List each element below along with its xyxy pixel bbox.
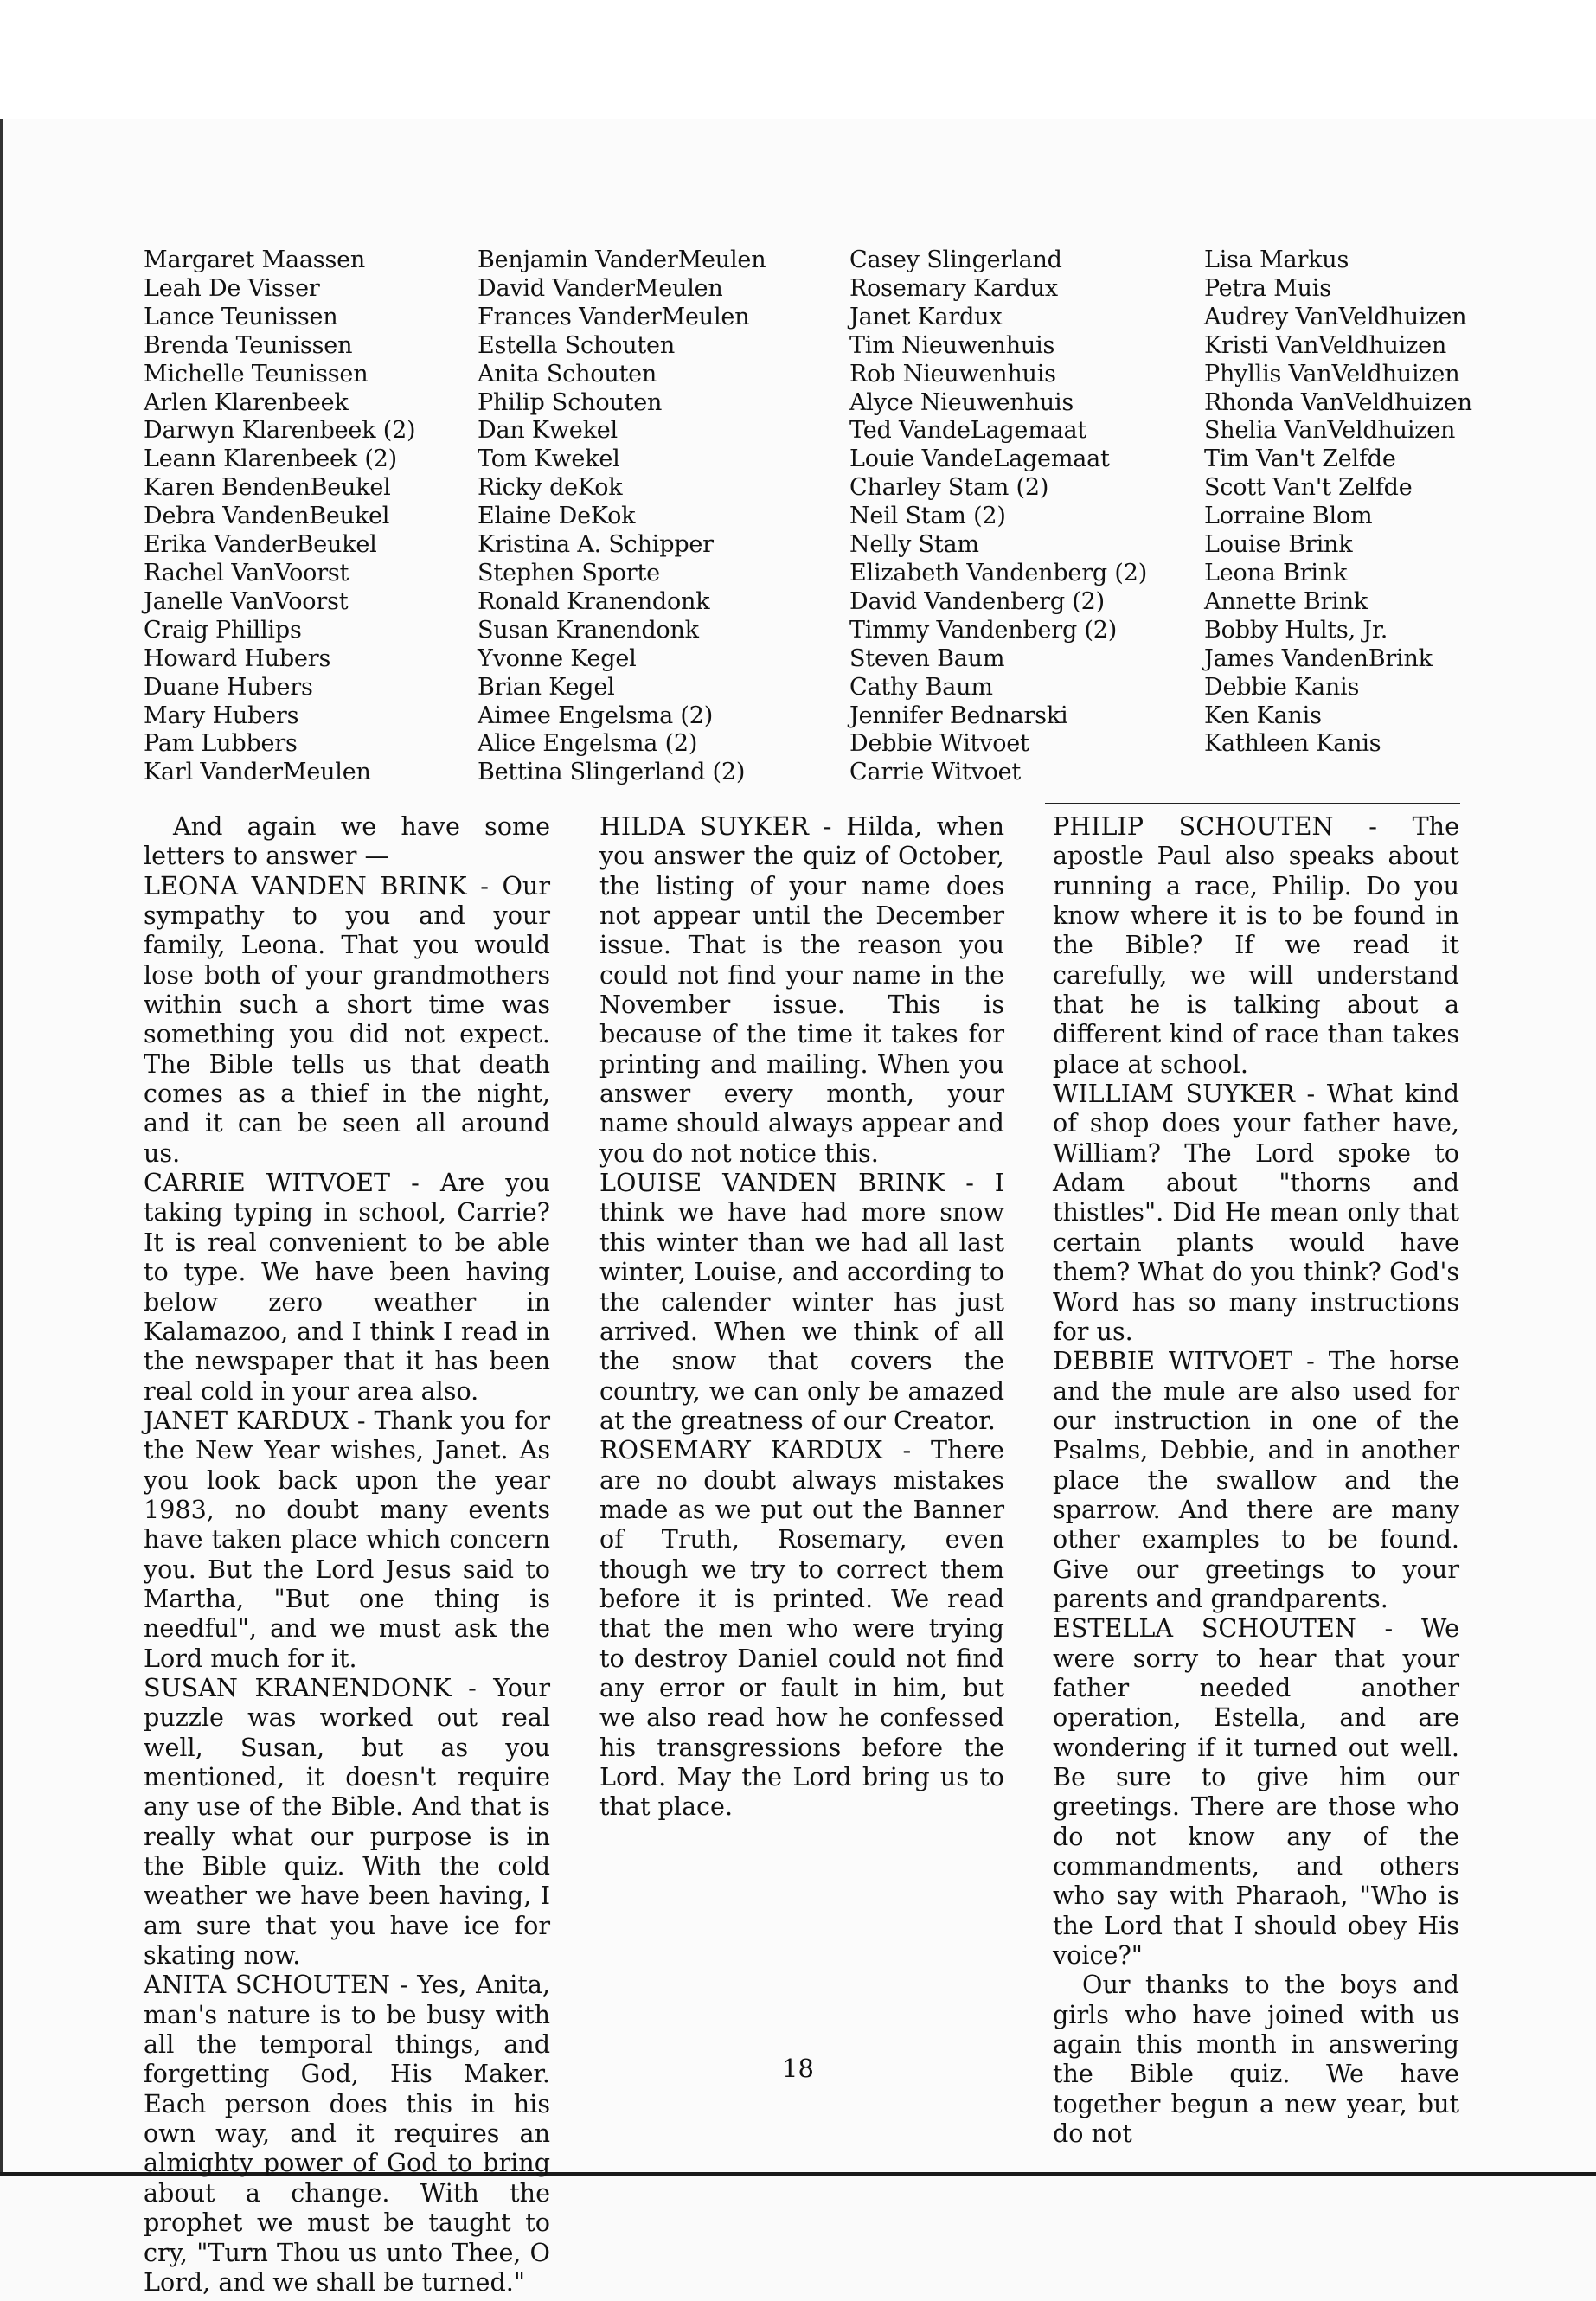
participant-name: Leann Klarenbeek (2) [144, 445, 397, 473]
participant-name: Rhonda VanVeldhuizen [1204, 388, 1472, 416]
participant-name: Phyllis VanVeldhuizen [1204, 360, 1460, 388]
letter-rosemary: ROSEMARY KARDUX - There are no doubt always mistakes made as we put out the Banner of Truth, Rosemary, even though we try to correct them before it is printed. We read that the men who were trying to destroy Daniel could not find any error or fault in him, but we also read how he confessed his transgressions before the Lord. May the Lord bring us to that place. [599, 1435, 1004, 1822]
letter-hilda: HILDA SUYKER - Hilda, when you answer the quiz of October, the listing of your name does not appear until the December issue. That is the reason you could not find your name in the November issue. This is because of the time it takes for printing and mailing. When you answer every month, your name should always appear and you do not notice this. [599, 811, 1004, 1168]
participant-name: David VanderMeulen [478, 274, 723, 302]
participant-name: Lisa Markus [1204, 247, 1349, 273]
participant-name: Kristi VanVeldhuizen [1204, 331, 1447, 359]
participant-name: Carrie Witvoet [849, 759, 1022, 786]
participant-name: Margaret Maassen [144, 247, 366, 273]
participant-name: Casey Slingerland [849, 247, 1062, 273]
participant-name: Lorraine Blom [1204, 503, 1373, 530]
participant-name: Bettina Slingerland (2) [478, 759, 746, 786]
top-margin [0, 0, 1596, 119]
participant-name: Benjamin VanderMeulen [478, 247, 766, 273]
participant-name: Kathleen Kanis [1204, 730, 1381, 758]
participant-name: Michelle Teunissen [144, 360, 369, 388]
participant-name: Elaine DeKok [478, 503, 636, 530]
participant-name: Audrey VanVeldhuizen [1204, 303, 1467, 330]
letter-leona: LEONA VANDEN BRINK - Our sympathy to you and your family, Leona. That you would lose both of your grandmothers within such a short time was something you did not expect. The Bible tells us that death comes as a thief in the night, and it can be seen all around us. [144, 870, 550, 1168]
participant-name: Arlen Klarenbeek [144, 388, 349, 416]
participant-name: Aimee Engelsma (2) [478, 702, 714, 729]
participant-name: Debbie Kanis [1204, 673, 1360, 701]
letter-william: WILLIAM SUYKER - What kind of shop does your father have, William? The Lord spoke to Adam about "thorns and thistles". Did He mean only that certain plants would have them? What do you think? God's Word has so many instructions for us. [1053, 1079, 1459, 1346]
participant-name: David Vandenberg (2) [849, 587, 1105, 615]
participant-name: Shelia VanVeldhuizen [1204, 417, 1456, 445]
participant-name: Philip Schouten [478, 388, 663, 416]
participant-name: Erika VanderBeukel [144, 531, 377, 559]
participant-name: Frances VanderMeulen [478, 303, 750, 330]
participant-name: Anita Schouten [478, 360, 657, 388]
letter-philip: PHILIP SCHOUTEN - The apostle Paul also speaks about running a race, Philip. Do you know where it is to be found in the Bible? If we read it carefully, we will understand that he is talking about a different kind of race than takes place at school. [1053, 811, 1459, 1079]
page-number: 18 [782, 2054, 814, 2083]
participant-name: Alice Engelsma (2) [478, 730, 698, 758]
participant-name: Debra VandenBeukel [144, 503, 390, 530]
participant-name: Estella Schouten [478, 331, 676, 359]
participant-name: Debbie Witvoet [849, 730, 1029, 758]
participant-name: Tom Kwekel [478, 445, 620, 473]
participant-name: Howard Hubers [144, 644, 331, 672]
participant-name: Louie VandeLagemaat [849, 445, 1110, 473]
letter-anita: ANITA SCHOUTEN - Yes, Anita, man's nature is to be busy with all the temporal things, and forgetting God, His Maker. Each person does this in his own way, and it requires an almighty power of God to bring about a change. With the prophet we must be taught to cry, "Turn Thou us unto Thee, O Lord, and we shall be turned." [144, 1970, 550, 2297]
participant-name: Jennifer Bednarski [849, 702, 1068, 729]
participant-name: Dan Kwekel [478, 417, 618, 445]
letter-debbie: DEBBIE WITVOET - The horse and the mule are also used for our instruction in one of the Psalms, Debbie, and in another place the swallow and the sparrow. And there are many other examples to be found. Give our greetings to your parents and grandparents. [1053, 1346, 1459, 1613]
participant-name: Ricky deKok [478, 474, 623, 502]
participant-name: Rob Nieuwenhuis [849, 360, 1056, 388]
participant-name: Mary Hubers [144, 702, 299, 729]
participant-name: Rosemary Kardux [849, 274, 1058, 302]
participant-name: Rachel VanVoorst [144, 559, 349, 586]
participant-name: Leah De Visser [144, 274, 320, 302]
participant-name: Ted VandeLagemaat [849, 417, 1087, 445]
letter-susan: SUSAN KRANENDONK - Your puzzle was worked out real well, Susan, but as you mentioned, it doesn't require any use of the Bible. And that is really what our purpose is in the Bible quiz. With the cold weather we have been having, I am sure that you have ice for skating now. [144, 1672, 550, 1971]
participant-name: Nelly Stam [849, 531, 979, 559]
participant-name: Steven Baum [849, 644, 1005, 672]
participant-name: Cathy Baum [849, 673, 993, 701]
participant-name: Duane Hubers [144, 673, 313, 701]
participant-name: Scott Van't Zelfde [1204, 474, 1413, 502]
participant-name: Annette Brink [1204, 587, 1368, 615]
participant-name: Leona Brink [1204, 559, 1348, 586]
participant-name: Bobby Hults, Jr. [1204, 616, 1388, 644]
quiz-participants-list [0, 247, 1596, 787]
letter-louise: LOUISE VANDEN BRINK - I think we have had more snow this winter than we had all last winter, Louise, and according to the calender winter has just arrived. When we think of all the snow that covers the country, we can only be amazed at the greatness of our Creator. [599, 1168, 1004, 1435]
closing-thanks: Our thanks to the boys and girls who have joined with us again this month in answering the Bible quiz. We have together begun a new year, but do not [1053, 1970, 1459, 2149]
participant-name: Lance Teunissen [144, 303, 338, 330]
participant-name: Louise Brink [1204, 531, 1353, 559]
names-column-3 [849, 247, 1147, 787]
letters-intro: And again we have some letters to answer — [144, 811, 550, 871]
participant-name: James VandenBrink [1204, 644, 1433, 672]
participant-name: Janelle VanVoorst [144, 587, 349, 615]
names-column-2 [478, 247, 766, 787]
participant-name: Brenda Teunissen [144, 331, 353, 359]
participant-name: Neil Stam (2) [849, 503, 1006, 530]
participant-name: Ken Kanis [1204, 702, 1322, 729]
participant-name: Karen BendenBeukel [144, 474, 391, 502]
participant-name: Tim Nieuwenhuis [849, 331, 1055, 359]
participant-name: Elizabeth Vandenberg (2) [849, 559, 1148, 586]
names-column-1 [144, 247, 415, 787]
participant-name: Yvonne Kegel [478, 644, 637, 672]
participant-name: Tim Van't Zelfde [1204, 445, 1396, 473]
participant-name: Petra Muis [1204, 274, 1331, 302]
participant-name: Charley Stam (2) [849, 474, 1049, 502]
letter-carrie: CARRIE WITVOET - Are you taking typing in school, Carrie? It is real convenient to be able to type. We have been having below zero weather in Kalamazoo, and I think I read in the newspaper that it has been real cold in your area also. [144, 1168, 550, 1406]
participant-name: Janet Kardux [849, 303, 1003, 330]
letter-janet: JANET KARDUX - Thank you for the New Year wishes, Janet. As you look back upon the year 1983, no doubt many events have taken place which concern you. But the Lord Jesus said to Martha, "But one thing is needful", and we must ask the Lord much for it. [144, 1405, 550, 1673]
section-divider [1045, 803, 1460, 804]
participant-name: Craig Phillips [144, 616, 302, 644]
participant-name: Susan Kranendonk [478, 616, 699, 644]
participant-name: Alyce Nieuwenhuis [849, 388, 1074, 416]
participant-name: Brian Kegel [478, 673, 615, 701]
participant-name: Stephen Sporte [478, 559, 660, 586]
names-column-4 [1204, 247, 1472, 759]
participant-name: Darwyn Klarenbeek (2) [144, 417, 416, 445]
letters-column-3 [1053, 811, 1459, 2148]
participant-name: Ronald Kranendonk [478, 587, 710, 615]
participant-name: Pam Lubbers [144, 730, 298, 758]
letter-estella: ESTELLA SCHOUTEN - We were sorry to hear that your father needed another operation, Estella, and are wondering if it turned out well. Be sure to give him our greetings. There are those who do not know any of the commandments, and others who say with Pharaoh, "Who is the Lord that I should obey His voice?" [1053, 1613, 1459, 1971]
participant-name: Timmy Vandenberg (2) [849, 616, 1118, 644]
participant-name: Kristina A. Schipper [478, 531, 714, 559]
participant-name: Karl VanderMeulen [144, 759, 371, 786]
letters-column-2 [599, 811, 1004, 1822]
